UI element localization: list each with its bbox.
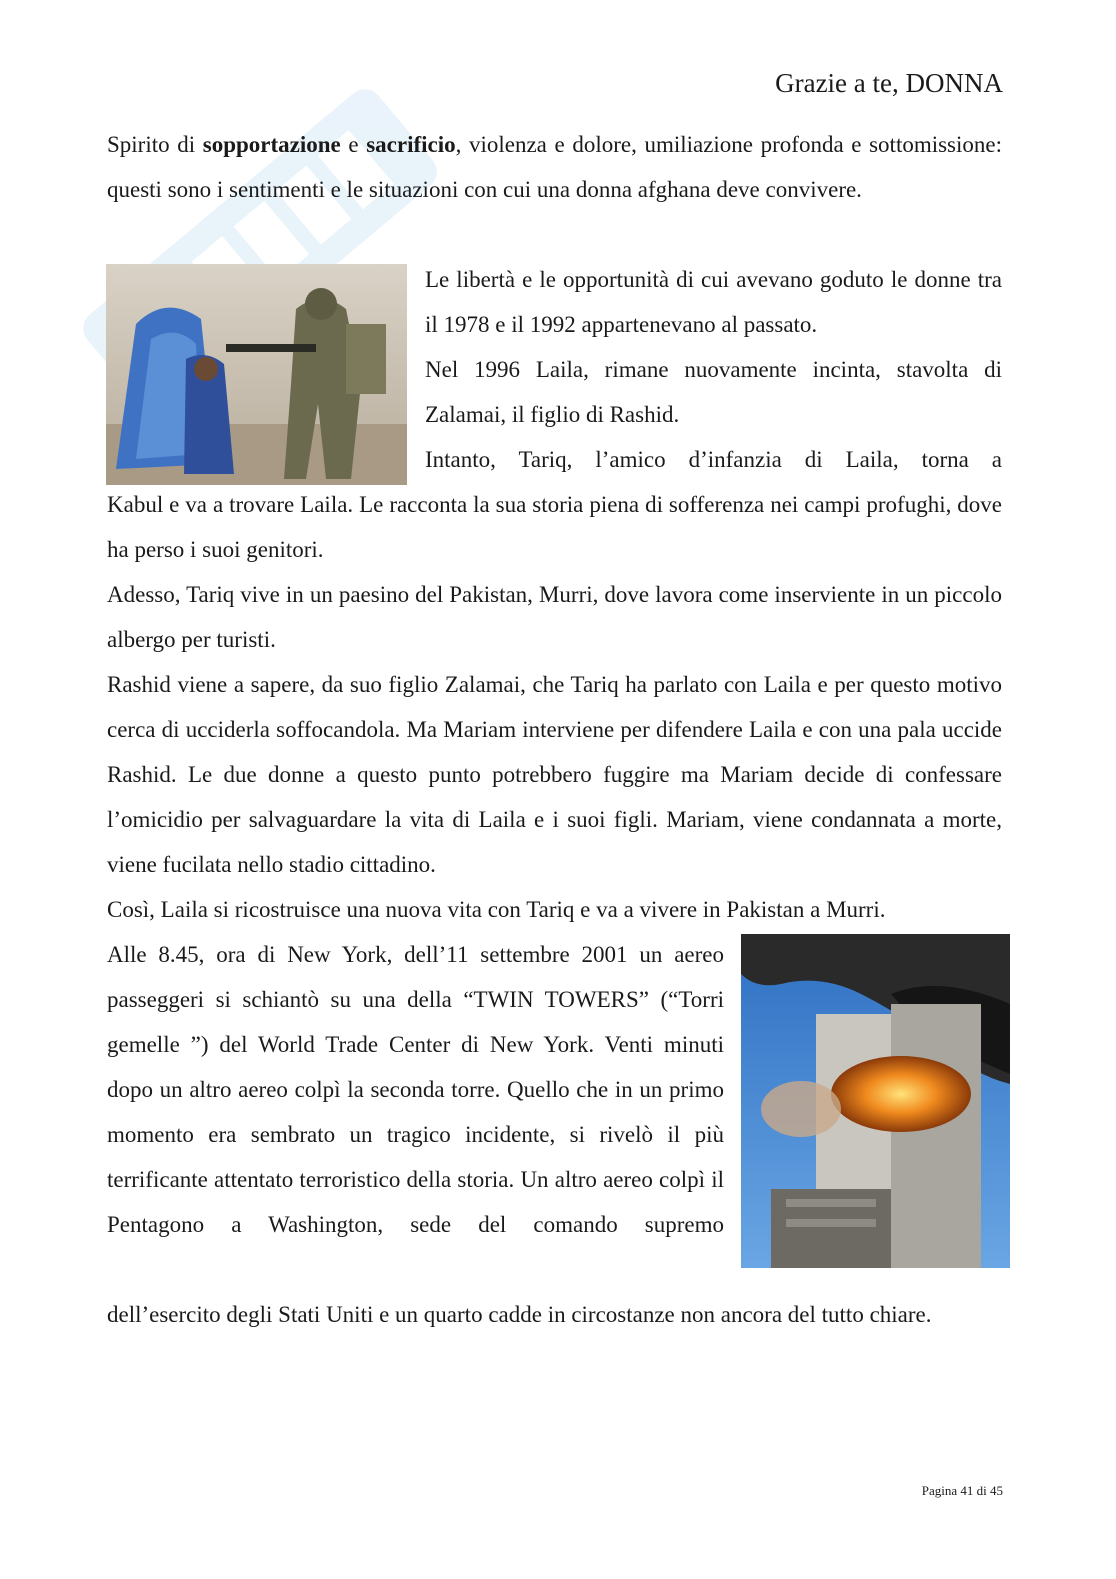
paragraph-twin-towers-rest: dell’esercito degli Stati Uniti e un quarto cadde in circostanze non ancora del tutto chiare. <box>107 1302 932 1327</box>
intro-paragraph: Spirito di sopportazione e sacrificio, violenza e dolore, umiliazione profonda e sottomissione: questi sono i sentimenti e le situazioni con cui una donna afghana deve convivere. <box>107 132 1002 202</box>
paragraph-twin-towers: Alle 8.45, ora di New York, dell’11 settembre 2001 un aereo passeggeri si schiantò su una della “TWIN TOWERS” (“Torri gemelle ”) del World Trade Center di New York. Venti minuti dopo un altro aereo colpì la seconda torre. Quello che in un primo momento era sembrato un tragico incidente, si rivelò il più terrificante attentato terroristico della storia. Un altro aereo colpì il Pentagono a Washington, sede del comando supremo <box>107 942 724 1237</box>
paragraph-laila-incinta: Nel 1996 Laila, rimane nuovamente incinta, stavolta di Zalamai, il figlio di Rashid. <box>425 357 1002 427</box>
paragraph-laila-murri: Così, Laila si ricostruisce una nuova vita con Tariq e va a vivere in Pakistan a Murri. <box>107 897 886 922</box>
emphasis-sacrificio: sacrificio <box>366 132 456 157</box>
afghan-soldier-photo <box>106 264 407 485</box>
twin-towers-photo <box>741 934 1010 1268</box>
paragraph-tariq-pakistan: Adesso, Tariq vive in un paesino del Pakistan, Murri, dove lavora come inserviente in un piccolo albergo per turisti. <box>107 582 1002 652</box>
paragraph-tariq-start: Intanto, Tariq, l’amico d’infanzia di Laila, torna a <box>425 447 1002 472</box>
paragraph-tariq-rest: Kabul e va a trovare Laila. Le racconta la sua storia piena di sofferenza nei campi profughi, dove ha perso i suoi genitori. <box>107 492 1002 562</box>
paragraph-rashid: Rashid viene a sapere, da suo figlio Zalamai, che Tariq ha parlato con Laila e per questo motivo cerca di ucciderla soffocandola. Ma Mariam interviene per difendere Laila e con una pala uccide Rashid. Le due donne a questo punto potrebbero fuggire ma Mariam decide di confessare l’omicidio per salvaguardare la vita di Laila e i suoi figli. Mariam, viene condannata a morte, viene fucilata nello stadio cittadino. <box>107 672 1002 877</box>
emphasis-sopportazione: sopportazione <box>202 132 341 157</box>
page-header-title: Grazie a te, DONNA <box>775 68 1003 98</box>
page-number: Pagina 41 di 45 <box>921 1483 1003 1498</box>
paragraph-liberta: Le libertà e le opportunità di cui avevano goduto le donne tra il 1978 e il 1992 appartenevano al passato. <box>425 267 1002 337</box>
